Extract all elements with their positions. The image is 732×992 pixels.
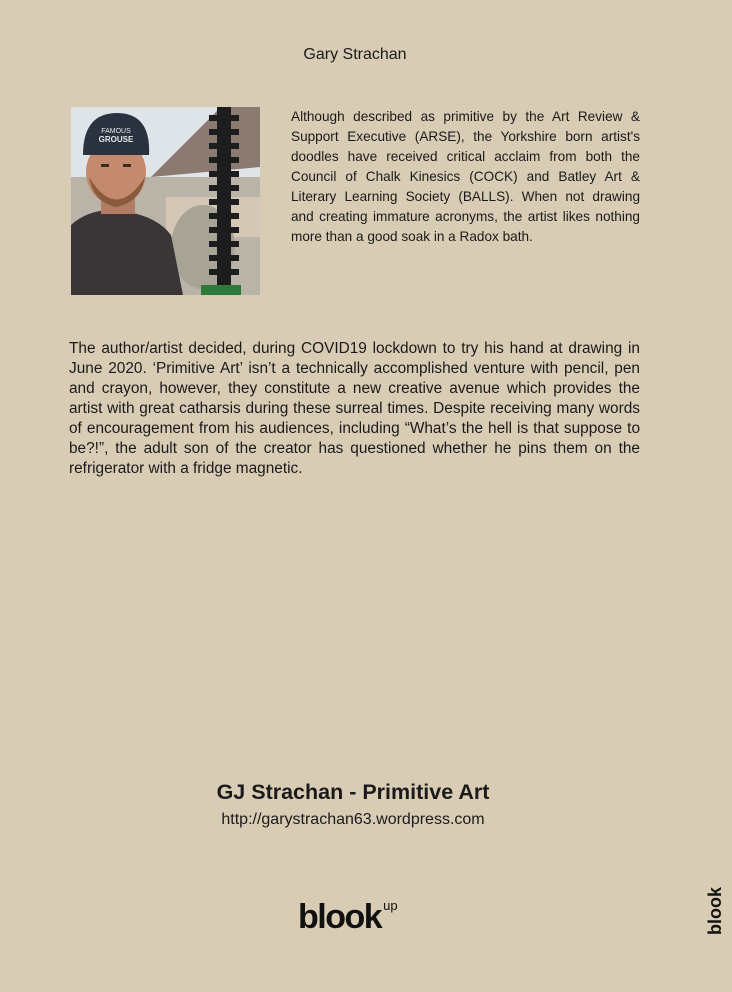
- hat-text-1: FAMOUS: [101, 128, 131, 135]
- book-description: The author/artist decided, during COVID19 lockdown to try his hand at drawing in June 2020. ‘Primitive Art’ isn’t a technically accomplished venture with pencil, pen and crayon, however, they constitute a new creative avenue which provides the artist with great catharsis during these surreal times. Despite receiving many words of encouragement from his audiences, including “What’s the hell is that suppose to be?!”, the adult son of the creator has questioned whether he pins them on the refrigerator with a fridge magnetic.: [69, 340, 640, 477]
- book-title: GJ Strachan - Primitive Art: [216, 780, 490, 804]
- side-blook-logo: [700, 875, 732, 935]
- blookup-logo: [298, 898, 398, 937]
- hat-text-2: GROUSE: [98, 135, 134, 144]
- logo-sup: up: [383, 897, 398, 913]
- author-photo: [71, 107, 260, 295]
- author-url[interactable]: http://garystrachan63.wordpress.com: [221, 811, 485, 828]
- author-name: Gary Strachan: [303, 46, 407, 63]
- author-bio: Although described as primitive by the Art Review & Support Executive (ARSE), the Yorkshire born artist's doodles have received critical acclaim from both the Council of Chalk Kinesics (COCK) and Batley Art & Literary Learning Society (BALLS). When not drawing and creating immature acronyms, the artist likes nothing more than a good soak in a Radox bath.: [291, 109, 640, 244]
- side-logo-text: blook: [705, 887, 725, 935]
- logo-main: blook: [298, 898, 382, 936]
